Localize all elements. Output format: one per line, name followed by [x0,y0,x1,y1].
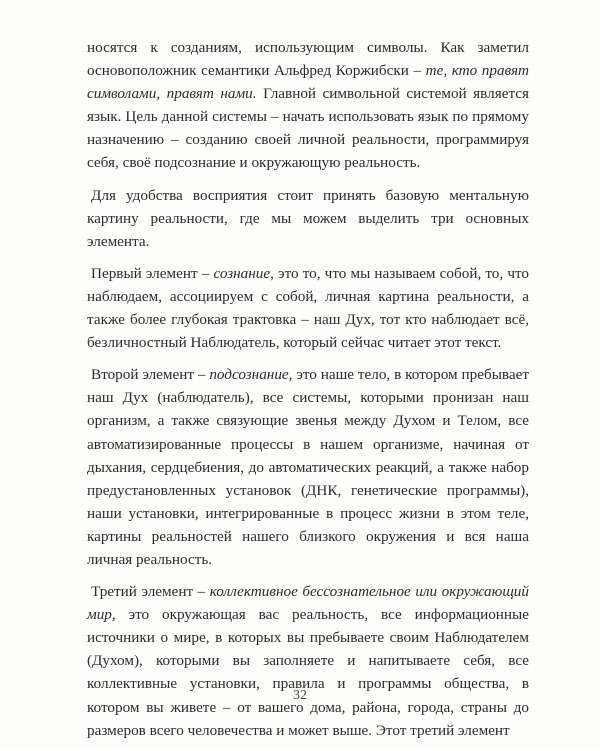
page-number: 32 [293,688,307,703]
paragraph-1-text-a: носятся к созданиям, использующим символы. Как заметил основоположник семантики Альфред Коржибски – [87,39,529,80]
paragraph-1-text-b: Главной символьной системой является язык. Цель данной системы – начать использовать язык по прямому назначению – созданию своей личной реальности, программируя себя, своё подсознание и окружающую реальность. [87,85,529,172]
term-collective-unconscious: коллективное бессознательное или окружающий мир, [87,583,529,624]
paragraph-3-text-b: , это то, что мы называем собой, то, что наблюдаем, ассоциируем с собой, личная картина реальности, а также более глубокая трактовка – наш Дух, тот кто наблюдает всё, безличностный Наблюдатель, который сейчас читает этот текст. [87,264,529,352]
paragraph-4-text-b: , это наше тело, в котором пребывает наш Дух (наблюдатель), все системы, которыми пронизан наш организм, а также связующие звенья между Духом и Телом, все автоматизированные процессы в нашем организме, начиная от дыхания, сердцебиения, до автоматических реакций, а также набор предустановленных установок (ДНК, генетические программы), наши установки, интегрированные в процесс жизни в этом теле, картины реальностей нашего близкого окружения и вся наша личная реальность. [87,366,529,568]
paragraph-4-text-a: Второй элемент – [91,366,210,384]
paragraph-symbols [87,36,529,175]
korzybski-quote: те, кто правят символами, правят нами. [87,62,529,103]
term-subconscious: подсознание [209,366,289,384]
paragraph-5-text-b: это окружающая вас реальность, все информационные источники о мире, в которых вы пребываете своим Наблюдателем (Духом), которыми вы заполняете и напитываете себя, все коллективные установки, правила и программы общества, в котором вы живете – от вашего дома, района, города, страны до размеров всего человечества и может выше. Этот третий элемент [87,606,529,739]
paragraph-3-text-a: Первый элемент – [91,264,214,282]
paragraph-third-element [87,580,529,742]
paragraph-second-element [87,363,529,571]
paragraph-5-text-a: Третий элемент – [91,583,210,601]
paragraph-first-element [87,262,529,354]
paragraph-2-text: Для удобства восприятия стоит принять базовую ментальную картину реальности, где мы можем выделить три основных элемента. [87,186,529,250]
paragraph-mental-picture [87,184,529,253]
body-text [87,36,529,751]
term-consciousness: сознание [213,264,271,282]
